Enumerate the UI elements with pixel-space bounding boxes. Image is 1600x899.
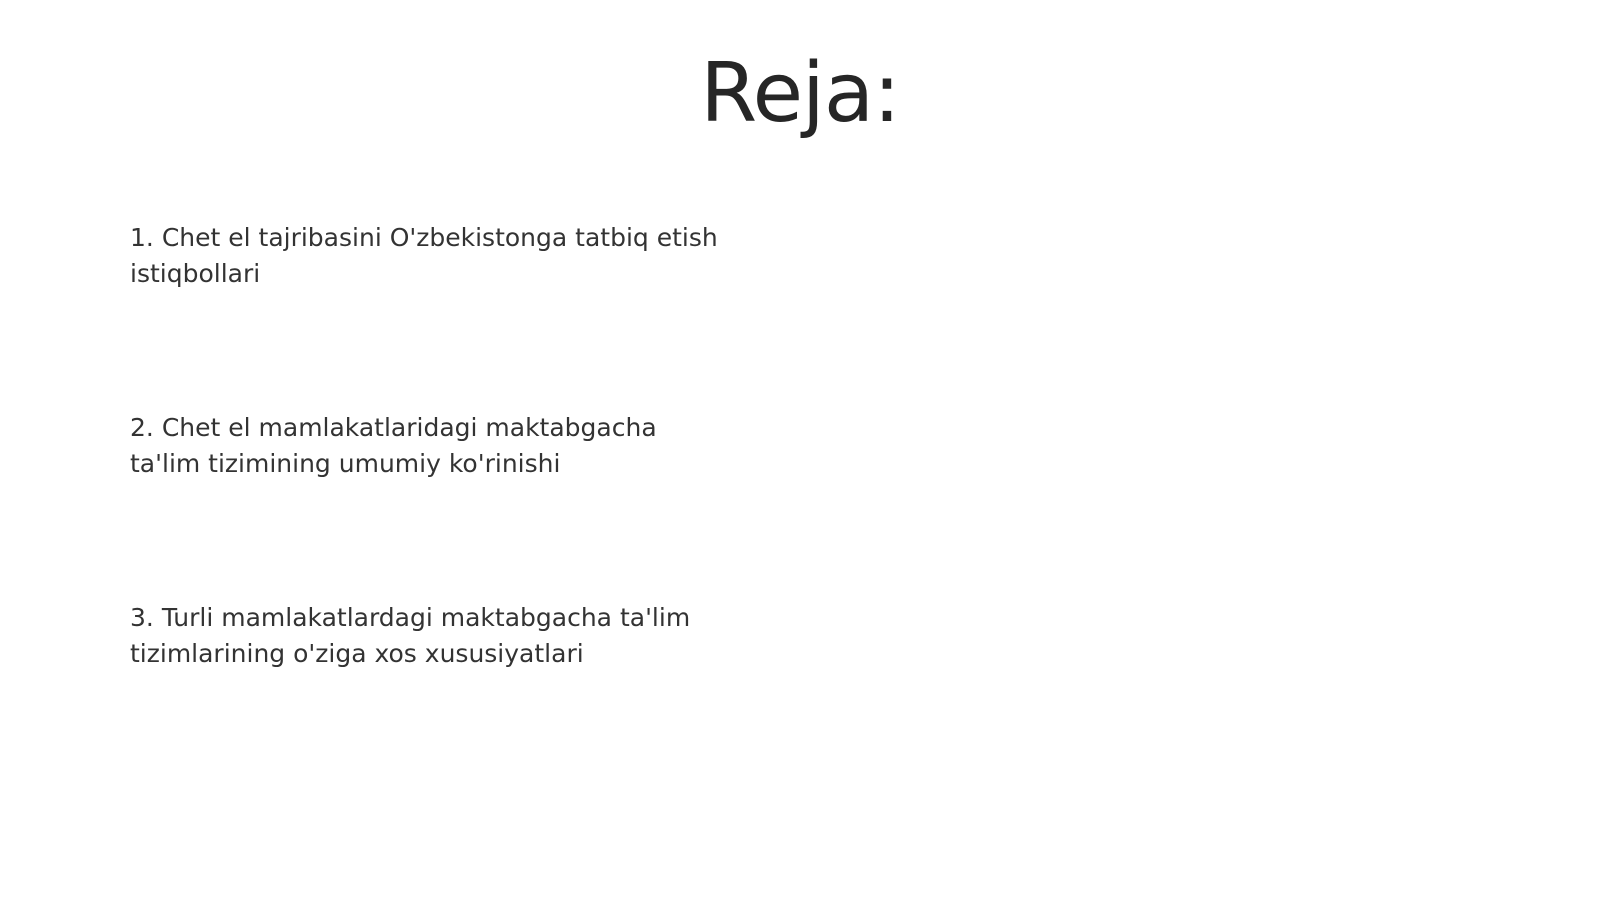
slide-title: Reja: (700, 46, 900, 141)
plan-item-number: 1. (130, 223, 154, 252)
plan-item-3 (130, 600, 730, 672)
plan-item-text: Turli mamlakatlardagi maktabgacha ta'lim tizimlarining o'ziga xos xususiyatlari (130, 603, 691, 668)
plan-item-1 (130, 220, 730, 292)
plan-item-number: 3. (130, 603, 154, 632)
plan-item-2 (130, 410, 730, 482)
plan-item-text: Chet el tajribasini O'zbekistonga tatbiq etish istiqbollari (130, 223, 718, 288)
plan-item-number: 2. (130, 413, 154, 442)
plan-item-text: Chet el mamlakatlaridagi maktabgacha ta'lim tizimining umumiy ko'rinishi (130, 413, 657, 478)
